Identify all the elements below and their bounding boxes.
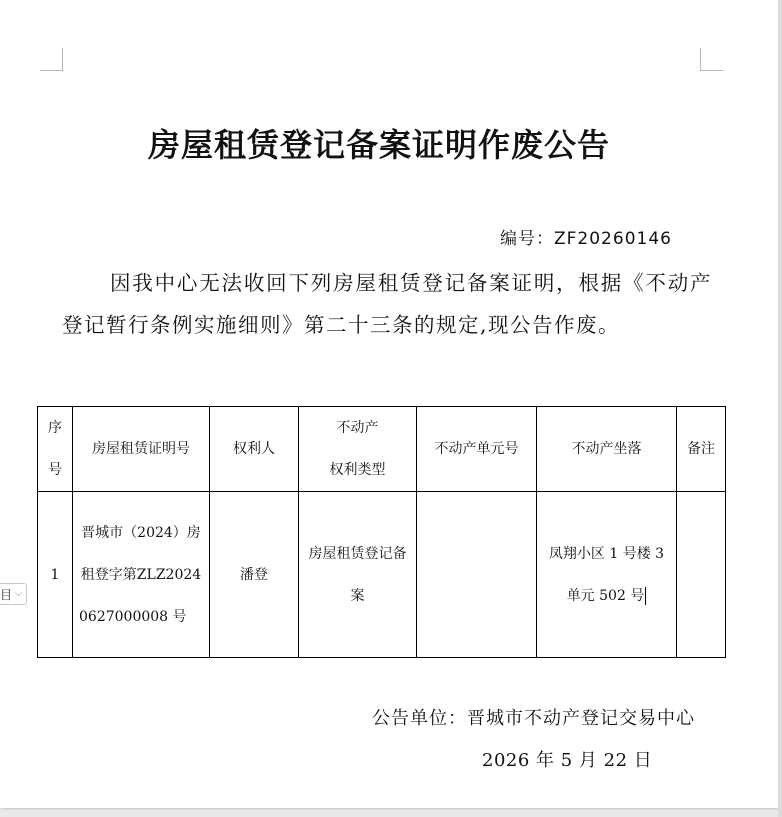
- scrollbar[interactable]: [778, 0, 782, 817]
- header-note[interactable]: 备注: [677, 407, 726, 492]
- cell-holder[interactable]: 潘登: [210, 492, 299, 658]
- cell-seq[interactable]: 1: [38, 492, 73, 658]
- header-holder[interactable]: 权利人: [210, 407, 299, 492]
- table-row: [38, 492, 726, 658]
- margin-corner-top-left: [40, 48, 63, 71]
- header-unit[interactable]: 不动产单元号: [417, 407, 537, 492]
- cell-unit[interactable]: [417, 492, 537, 658]
- text-cursor: [645, 587, 646, 605]
- table-header-row: [38, 407, 726, 492]
- header-seq[interactable]: [38, 407, 73, 492]
- document-number: [500, 224, 672, 249]
- cell-location[interactable]: [537, 492, 677, 658]
- row-handle-glyph: 目: [0, 587, 13, 602]
- header-seq-line2: 号: [48, 462, 62, 478]
- header-location[interactable]: 不动产坐落: [537, 407, 677, 492]
- margin-corner-top-right: [700, 48, 723, 71]
- header-type[interactable]: [299, 407, 417, 492]
- document-number-label: 编号：: [500, 229, 554, 249]
- chevron-down-icon: ⌵: [15, 589, 22, 599]
- cell-note[interactable]: [677, 492, 726, 658]
- issue-date: 2026 年 5 月 22 日: [482, 750, 653, 771]
- cell-location-text: 凤翔小区 1 号楼 3 单元 502 号: [548, 545, 665, 604]
- header-type-line1: 不动产: [336, 420, 379, 436]
- cell-cert[interactable]: 晋城市（2024）房租登字第ZLZ20240627000008 号: [73, 492, 210, 658]
- announcement-body[interactable]: 因我中心无法收回下列房屋租赁登记备案证明，根据《不动产登记暂行条例实施细则》第二十三条的规定,现公告作废。: [62, 271, 712, 337]
- issuer-line: 公告单位：晋城市不动产登记交易中心: [372, 708, 695, 729]
- row-handle-widget[interactable]: [0, 583, 27, 605]
- header-seq-line1: 序: [48, 420, 62, 436]
- header-cert[interactable]: 房屋租赁证明号: [73, 407, 210, 492]
- records-table: [37, 406, 726, 658]
- cell-type[interactable]: 房屋租赁登记备案: [299, 492, 417, 658]
- document-title: 房屋租赁登记备案证明作废公告: [147, 126, 610, 164]
- header-type-line2: 权利类型: [329, 462, 386, 478]
- document-number-value: ZF20260146: [554, 229, 672, 249]
